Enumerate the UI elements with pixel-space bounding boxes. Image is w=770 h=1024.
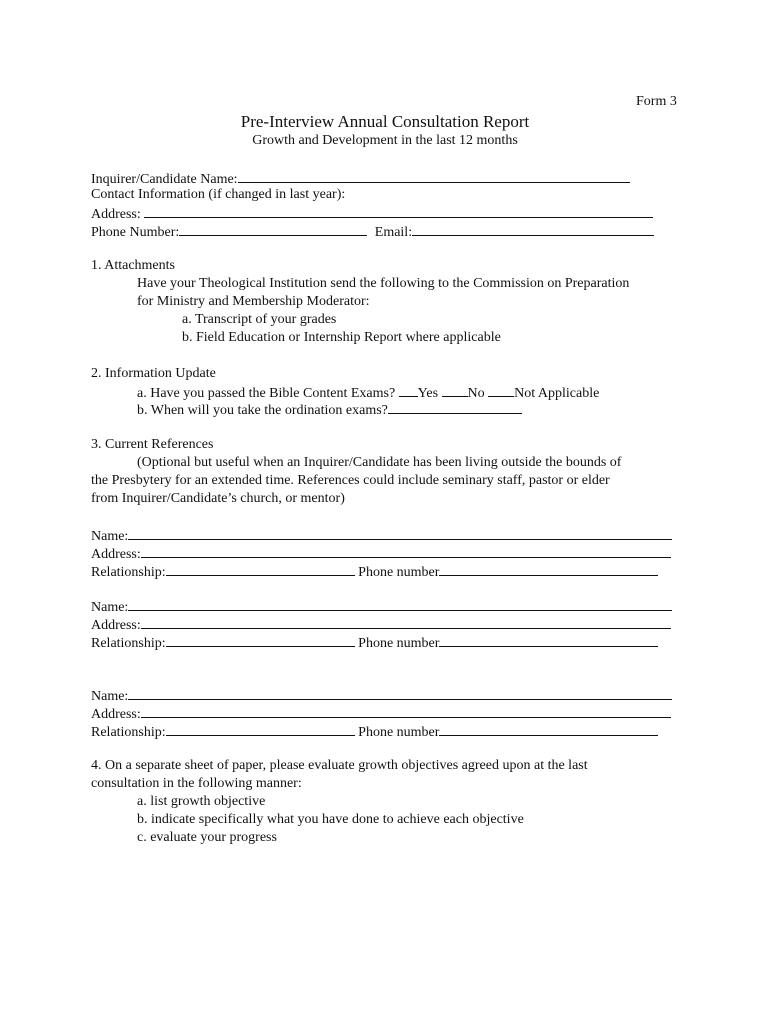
section3-heading: 3. Current References [91, 437, 214, 452]
section1-item-b: b. Field Education or Internship Report where applicable [182, 330, 501, 345]
ref2-name-label: Name: [91, 600, 129, 615]
yes-blank[interactable] [399, 383, 418, 397]
ref1-address-field[interactable] [141, 544, 671, 558]
address-field[interactable] [144, 204, 653, 218]
no-option: No [467, 386, 485, 401]
section1-intro-line1: Have your Theological Institution send the following to the Commission on Preparation [137, 276, 630, 291]
address-row [91, 204, 653, 224]
ref2-address-label: Address: [91, 618, 141, 633]
ref2-relationship-label: Relationship: [91, 636, 166, 651]
section1-heading: 1. Attachments [91, 258, 175, 273]
ref2-address-field[interactable] [141, 615, 671, 629]
ref1-phone-label: Phone number [358, 565, 440, 580]
ref1-relationship-row [91, 562, 658, 582]
ref3-phone-label: Phone number [358, 725, 440, 740]
ref2-phone-field[interactable] [439, 633, 658, 647]
section3-desc-line3: from Inquirer/Candidate’s church, or mentor) [91, 491, 345, 506]
ref3-phone-field[interactable] [439, 722, 658, 736]
ref2-phone-label: Phone number [358, 636, 440, 651]
ref3-address-label: Address: [91, 707, 141, 722]
ref3-name-row [91, 686, 672, 706]
ref3-relationship-label: Relationship: [91, 725, 166, 740]
phone-field[interactable] [179, 222, 367, 236]
ref1-relationship-label: Relationship: [91, 565, 166, 580]
not-applicable-option: Not Applicable [514, 386, 600, 401]
page-subtitle: Growth and Development in the last 12 months [252, 133, 518, 148]
ref1-name-field[interactable] [128, 526, 672, 540]
ordination-field[interactable] [388, 400, 522, 414]
section4-line1: 4. On a separate sheet of paper, please evaluate growth objectives agreed upon at the last [91, 758, 588, 773]
section3-desc-line1: (Optional but useful when an Inquirer/Candidate has been living outside the bounds of [137, 455, 622, 470]
page-title: Pre-Interview Annual Consultation Report [240, 112, 530, 131]
form-number: Form 3 [636, 94, 677, 109]
section4-item-a: a. list growth objective [137, 794, 266, 809]
ref2-name-row [91, 597, 672, 617]
section1-intro-line2: for Ministry and Membership Moderator: [137, 294, 370, 309]
section3-desc-line2: the Presbytery for an extended time. References could include seminary staff, pastor or elder [91, 473, 610, 488]
email-field[interactable] [412, 222, 654, 236]
ref1-address-label: Address: [91, 547, 141, 562]
ref3-name-label: Name: [91, 689, 129, 704]
phone-email-row [91, 222, 654, 242]
bible-exam-question: a. Have you passed the Bible Content Exams? [137, 386, 396, 401]
ordination-question: b. When will you take the ordination exams? [137, 403, 388, 418]
ref1-name-label: Name: [91, 529, 129, 544]
section1-item-a: a. Transcript of your grades [182, 312, 337, 327]
ref3-relationship-row [91, 722, 658, 742]
not-applicable-blank[interactable] [488, 383, 514, 397]
candidate-name-field[interactable] [238, 169, 630, 183]
ref1-relationship-field[interactable] [166, 562, 355, 576]
contact-info-label: Contact Information (if changed in last year): [91, 187, 346, 202]
email-label: Email: [374, 225, 413, 240]
ref2-address-row [91, 615, 671, 635]
yes-option: Yes [417, 386, 439, 401]
ordination-row [137, 400, 522, 420]
no-blank[interactable] [442, 383, 468, 397]
ref3-address-field[interactable] [141, 704, 671, 718]
ref3-address-row [91, 704, 671, 724]
ref2-relationship-row [91, 633, 658, 653]
section4-item-c: c. evaluate your progress [137, 830, 277, 845]
ref2-relationship-field[interactable] [166, 633, 355, 647]
ref1-phone-field[interactable] [439, 562, 658, 576]
section4-item-b: b. indicate specifically what you have done to achieve each objective [137, 812, 524, 827]
ref1-name-row [91, 526, 672, 546]
phone-label: Phone Number: [91, 225, 180, 240]
candidate-name-label: Inquirer/Candidate Name: [91, 172, 238, 187]
ref1-address-row [91, 544, 671, 564]
section4-line2: consultation in the following manner: [91, 776, 302, 791]
ref2-name-field[interactable] [128, 597, 672, 611]
ref3-relationship-field[interactable] [166, 722, 355, 736]
address-label: Address: [91, 207, 141, 222]
ref3-name-field[interactable] [128, 686, 672, 700]
section2-heading: 2. Information Update [91, 366, 216, 381]
